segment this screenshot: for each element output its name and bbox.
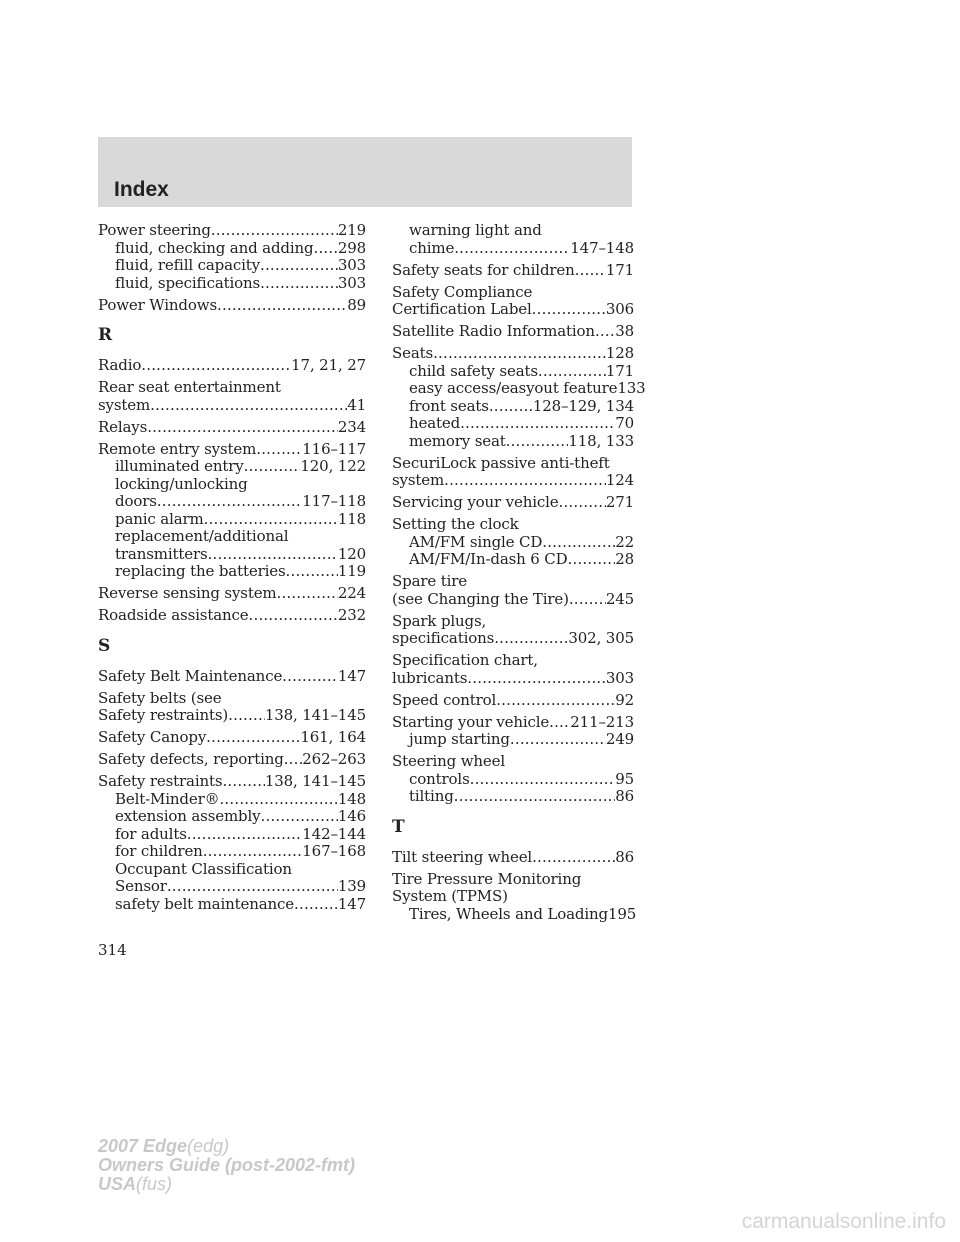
index-page-ref: 224	[337, 584, 366, 602]
index-term: Servicing your vehicle	[392, 493, 559, 511]
index-subentry	[392, 433, 634, 451]
index-term: illuminated entry	[115, 457, 244, 475]
footer-line-3	[98, 1175, 355, 1194]
dot-leader	[568, 551, 616, 569]
dot-leader	[454, 788, 616, 806]
index-term: Relays	[98, 417, 148, 436]
index-page-ref: 245	[605, 589, 634, 608]
dot-leader	[204, 511, 338, 529]
index-page-ref: 171	[605, 260, 634, 279]
dot-leader	[256, 441, 302, 459]
dot-leader	[575, 262, 606, 280]
dot-leader	[222, 773, 264, 791]
dot-leader	[277, 585, 338, 603]
index-page-ref: 171	[605, 361, 634, 380]
index-term: fluid, refill capacity	[115, 256, 260, 274]
index-term: panic alarm	[115, 509, 204, 528]
index-entry	[392, 573, 634, 608]
index-entry-line	[392, 472, 634, 490]
dot-leader	[187, 826, 303, 844]
index-page-ref: 41	[347, 395, 366, 414]
index-subentry	[392, 771, 634, 789]
index-term: Power steering	[98, 221, 211, 239]
index-subentry	[98, 511, 366, 529]
index-term: Safety restraints	[98, 772, 223, 790]
index-entry-line	[392, 753, 634, 771]
index-letter-heading: T	[392, 816, 405, 837]
index-term: Safety Compliance	[392, 282, 533, 301]
index-term: memory seat	[409, 431, 506, 450]
index-page-ref: 303	[337, 256, 366, 274]
index-page-ref: 128–129, 134	[532, 396, 634, 415]
dot-leader	[433, 345, 606, 363]
index-entry-line	[392, 516, 634, 534]
footer-model: 2007 Edge	[98, 1136, 188, 1156]
index-entry-line	[392, 262, 634, 280]
index-entry	[392, 344, 646, 450]
index-subentry	[392, 379, 646, 398]
index-entry-line	[98, 773, 366, 791]
index-term: for adults	[115, 824, 187, 843]
index-term: Setting the clock	[392, 515, 519, 533]
index-page-ref: 95	[615, 769, 634, 788]
index-entry	[98, 441, 366, 581]
index-term: Sensor	[115, 877, 167, 895]
index-entry	[98, 297, 366, 315]
dot-leader	[244, 458, 301, 476]
index-entry	[98, 668, 366, 686]
dot-leader	[167, 878, 338, 896]
index-subentry	[392, 240, 634, 258]
index-term: Spark plugs,	[392, 611, 487, 630]
index-entry-line	[98, 419, 366, 437]
index-term: Spare tire	[392, 572, 468, 590]
index-column-left	[98, 222, 366, 918]
index-subentry	[392, 363, 634, 381]
page-number: 314	[98, 941, 127, 959]
dot-leader	[510, 731, 606, 749]
index-term: fluid, checking and adding	[115, 238, 314, 257]
index-entry-line	[98, 690, 366, 708]
index-term: jump starting	[409, 730, 510, 748]
index-term: extension assembly	[115, 807, 261, 825]
index-entry-line	[392, 714, 634, 732]
index-entry-line	[98, 585, 366, 603]
dot-leader	[494, 630, 568, 648]
index-entry	[392, 692, 634, 710]
index-entry	[98, 585, 366, 603]
index-subentry	[392, 788, 634, 806]
footer-model-code: (edg)	[187, 1136, 230, 1156]
index-page-ref: 86	[615, 847, 634, 866]
index-entry-line	[392, 345, 634, 363]
index-subentry	[98, 861, 366, 879]
dot-leader	[569, 591, 606, 609]
index-entry-line	[392, 630, 634, 648]
index-term: replacing the batteries	[115, 562, 286, 580]
index-entry	[392, 284, 634, 319]
index-entry-line	[392, 284, 634, 302]
dot-leader	[282, 668, 338, 686]
index-entry	[392, 455, 634, 490]
index-page-ref: 249	[605, 730, 634, 748]
dot-leader	[141, 357, 291, 375]
index-entry-line	[392, 670, 634, 688]
index-entry-line	[392, 301, 634, 319]
index-term: Safety defects, reporting	[98, 750, 284, 768]
dot-leader	[206, 729, 300, 747]
index-page-ref: 303	[337, 273, 366, 292]
index-page-ref: 167–168	[302, 842, 366, 860]
index-page-ref: 147	[337, 894, 366, 913]
dot-leader	[595, 323, 615, 341]
index-page-ref: 28	[615, 550, 634, 568]
index-subentry	[392, 904, 637, 924]
index-subentry	[98, 528, 366, 546]
index-subentry	[392, 534, 634, 552]
index-term: Starting your vehicle	[392, 712, 550, 731]
index-page-ref: 138, 141–145	[264, 706, 366, 724]
index-page-ref: 232	[337, 606, 366, 624]
index-term: transmitters	[115, 544, 208, 563]
index-page-ref: 86	[615, 787, 634, 805]
index-page-ref: 142–144	[302, 824, 366, 843]
index-term: Seats	[392, 344, 434, 362]
index-entry	[392, 714, 634, 749]
index-entry	[98, 379, 366, 414]
index-entry	[98, 607, 366, 625]
index-entry-line	[98, 222, 366, 240]
index-page-ref: 211–213	[570, 712, 634, 731]
index-entry-line	[98, 668, 366, 686]
index-term: Satellite Radio Information	[392, 322, 595, 340]
index-subentry	[98, 843, 366, 861]
dot-leader	[208, 546, 338, 564]
index-entry-line	[392, 849, 634, 867]
dot-leader	[538, 363, 606, 381]
dot-leader	[454, 240, 570, 258]
index-entry-line	[392, 613, 634, 631]
dot-leader	[284, 751, 303, 769]
index-term: replacement/additional	[115, 527, 289, 545]
index-term: Safety restraints)	[98, 706, 229, 724]
index-entry-line	[392, 888, 634, 906]
index-page-ref: 139	[337, 877, 366, 895]
index-term: Safety Canopy	[98, 728, 207, 746]
index-letter-heading: S	[98, 635, 111, 656]
index-entry	[392, 652, 634, 687]
index-page-ref: 195	[608, 904, 637, 923]
index-entry-line	[98, 379, 366, 397]
index-entry-line	[392, 573, 634, 591]
footer-line-2: Owners Guide (post-2002-fmt)	[98, 1155, 356, 1175]
index-subentry	[98, 826, 366, 844]
footer-market-code: (fus)	[136, 1174, 173, 1194]
dot-leader	[249, 607, 338, 625]
index-entry	[392, 516, 634, 569]
index-entry	[98, 222, 366, 292]
dot-leader	[203, 843, 303, 861]
index-term: Steering wheel	[392, 752, 506, 770]
index-page-ref: 128	[605, 344, 634, 362]
index-subentry	[98, 878, 366, 896]
index-entry-line	[392, 494, 634, 512]
index-page-ref: 120	[337, 544, 366, 563]
index-page-ref: 38	[615, 322, 634, 340]
dot-leader	[228, 707, 265, 725]
index-subentry	[392, 731, 634, 749]
index-entry	[392, 494, 634, 512]
index-term: easy access/easyout feature	[409, 379, 618, 397]
watermark: carmanualsonline.info	[741, 1210, 946, 1233]
index-entry-line	[98, 357, 366, 375]
index-subentry	[98, 493, 366, 511]
index-term: Tire Pressure Monitoring	[392, 869, 582, 888]
index-entry-line	[392, 323, 634, 341]
index-entry-line	[98, 607, 366, 625]
index-subentry	[392, 222, 634, 240]
index-term: system	[392, 471, 445, 489]
index-subentry	[98, 458, 366, 476]
index-subentry	[98, 808, 366, 826]
index-entry-line	[392, 692, 634, 710]
index-page-ref: 119	[337, 562, 366, 580]
dot-leader	[532, 849, 615, 867]
index-entry-line	[98, 751, 366, 769]
index-page-ref: 302, 305	[568, 629, 634, 647]
dot-leader	[549, 714, 570, 732]
index-entry	[392, 753, 634, 806]
index-term: for children	[115, 842, 203, 860]
index-column-right	[392, 221, 646, 928]
index-term: (see Changing the Tire)	[392, 589, 569, 608]
index-term: lubricants	[392, 668, 468, 687]
index-page-ref: 234	[337, 417, 366, 436]
index-page-ref: 298	[337, 238, 366, 257]
index-entry	[392, 849, 634, 867]
index-entry-line	[98, 297, 366, 315]
dot-leader	[313, 240, 337, 258]
index-page-ref: 124	[605, 471, 634, 489]
index-term: Specification chart,	[392, 651, 538, 669]
dot-leader	[460, 415, 615, 433]
dot-leader	[294, 896, 338, 914]
document-footer	[98, 1137, 355, 1194]
index-page-ref: 116–117	[302, 439, 366, 458]
index-page-ref: 147–148	[570, 238, 634, 257]
index-page-ref: 120, 122	[300, 457, 366, 475]
index-subentry	[98, 476, 366, 494]
index-term: heated	[409, 414, 461, 432]
index-term: controls	[409, 769, 470, 788]
index-page-ref: 146	[337, 807, 366, 825]
index-entry	[98, 729, 366, 747]
index-entry	[392, 613, 634, 648]
index-page-ref: 303	[605, 668, 634, 687]
index-term: System (TPMS)	[392, 887, 508, 905]
index-term: SecuriLock passive anti-theft	[392, 453, 610, 472]
index-page-ref: 22	[615, 532, 634, 551]
index-entry-line	[392, 652, 634, 670]
index-term: doors	[115, 492, 157, 510]
dot-leader	[444, 472, 606, 490]
index-page-ref: 138, 141–145	[264, 772, 366, 790]
index-page-ref: 17, 21, 27	[291, 356, 366, 374]
index-entry-line	[98, 729, 366, 747]
footer-line-1	[98, 1137, 355, 1156]
index-subentry	[98, 275, 366, 293]
index-term: Belt-Minder®	[115, 789, 220, 808]
index-term: child safety seats	[409, 361, 538, 380]
dot-leader	[532, 301, 606, 319]
dot-leader	[157, 493, 302, 511]
index-term: tilting	[409, 787, 454, 805]
dot-leader	[467, 670, 606, 688]
index-term: Safety belts (see	[98, 688, 222, 707]
index-term: fluid, specifications	[115, 273, 261, 292]
dot-leader	[217, 297, 347, 315]
index-page-ref: 161, 164	[300, 728, 366, 746]
index-term: Safety seats for children	[392, 260, 575, 279]
index-page-ref: 117–118	[302, 492, 366, 510]
index-page-ref: 147	[337, 666, 366, 685]
index-entry-line	[392, 455, 634, 473]
dot-leader	[260, 808, 337, 826]
dot-leader	[496, 692, 615, 710]
index-term: Tires, Wheels and Loading	[409, 904, 608, 923]
section-title: Index	[114, 178, 169, 201]
index-subentry	[392, 398, 634, 416]
index-letter-heading: R	[98, 325, 112, 345]
index-subentry	[392, 415, 634, 433]
index-term: system	[98, 395, 151, 414]
index-term: warning light and	[409, 221, 542, 239]
dot-leader	[286, 563, 338, 581]
dot-leader	[506, 433, 569, 451]
index-term: Roadside assistance	[98, 606, 249, 624]
index-entry	[392, 869, 637, 924]
dot-leader	[260, 275, 338, 293]
index-entry	[98, 773, 366, 913]
index-term: specifications	[392, 629, 495, 647]
index-page-ref: 271	[605, 493, 634, 511]
index-term: Safety Belt Maintenance	[98, 666, 283, 685]
index-term: Remote entry system	[98, 439, 257, 458]
dot-leader	[219, 791, 337, 809]
index-page-ref: 92	[615, 690, 634, 709]
index-term: Radio	[98, 356, 142, 374]
index-term: locking/unlocking	[115, 474, 248, 493]
index-page-ref: 118, 133	[568, 431, 634, 450]
index-subentry	[98, 896, 366, 914]
index-entry	[98, 357, 366, 375]
index-subentry	[392, 551, 634, 569]
index-entry-line	[392, 591, 634, 609]
index-term: safety belt maintenance	[115, 894, 295, 913]
dot-leader	[147, 419, 338, 437]
index-page-ref: 133	[617, 379, 646, 397]
index-term: front seats	[409, 396, 489, 415]
index-page-ref: 118	[337, 509, 366, 528]
index-subentry	[98, 546, 366, 564]
section-header-band	[98, 137, 632, 207]
index-term: Power Windows	[98, 295, 218, 314]
index-page-ref: 306	[605, 300, 634, 318]
index-subentry	[98, 791, 366, 809]
index-term: Rear seat entertainment	[98, 378, 281, 396]
footer-market: USA	[98, 1174, 137, 1194]
index-page-ref: 219	[337, 221, 366, 239]
index-entry-line	[98, 707, 366, 725]
index-entry	[392, 323, 634, 341]
index-page-ref: 148	[337, 789, 366, 808]
dot-leader	[542, 534, 615, 552]
index-term: Occupant Classification	[115, 859, 292, 878]
index-entry	[392, 222, 634, 257]
dot-leader	[559, 494, 606, 512]
index-term: Certification Label	[392, 300, 532, 318]
index-term: Speed control	[392, 690, 497, 709]
index-subentry	[98, 257, 366, 275]
index-entry	[98, 419, 366, 437]
index-entry-line	[98, 441, 366, 459]
index-entry-line	[98, 397, 366, 415]
index-term: chime	[409, 238, 455, 257]
index-term: AM/FM/In-dash 6 CD	[409, 550, 568, 568]
dot-leader	[489, 398, 533, 416]
index-page-ref: 70	[615, 414, 634, 432]
index-page-ref: 262–263	[302, 750, 366, 768]
dot-leader	[150, 397, 347, 415]
dot-leader	[211, 222, 338, 240]
index-subentry	[98, 240, 366, 258]
index-term: Tilt steering wheel	[392, 847, 533, 866]
index-term: AM/FM single CD	[409, 532, 543, 551]
index-entry	[98, 690, 366, 725]
index-subentry	[98, 563, 366, 581]
index-page-ref: 89	[347, 295, 366, 314]
dot-leader	[470, 771, 616, 789]
index-term: Reverse sensing system	[98, 584, 277, 602]
index-entry-line	[392, 871, 634, 889]
dot-leader	[260, 257, 338, 275]
index-entry	[392, 262, 634, 280]
index-entry	[98, 751, 366, 769]
